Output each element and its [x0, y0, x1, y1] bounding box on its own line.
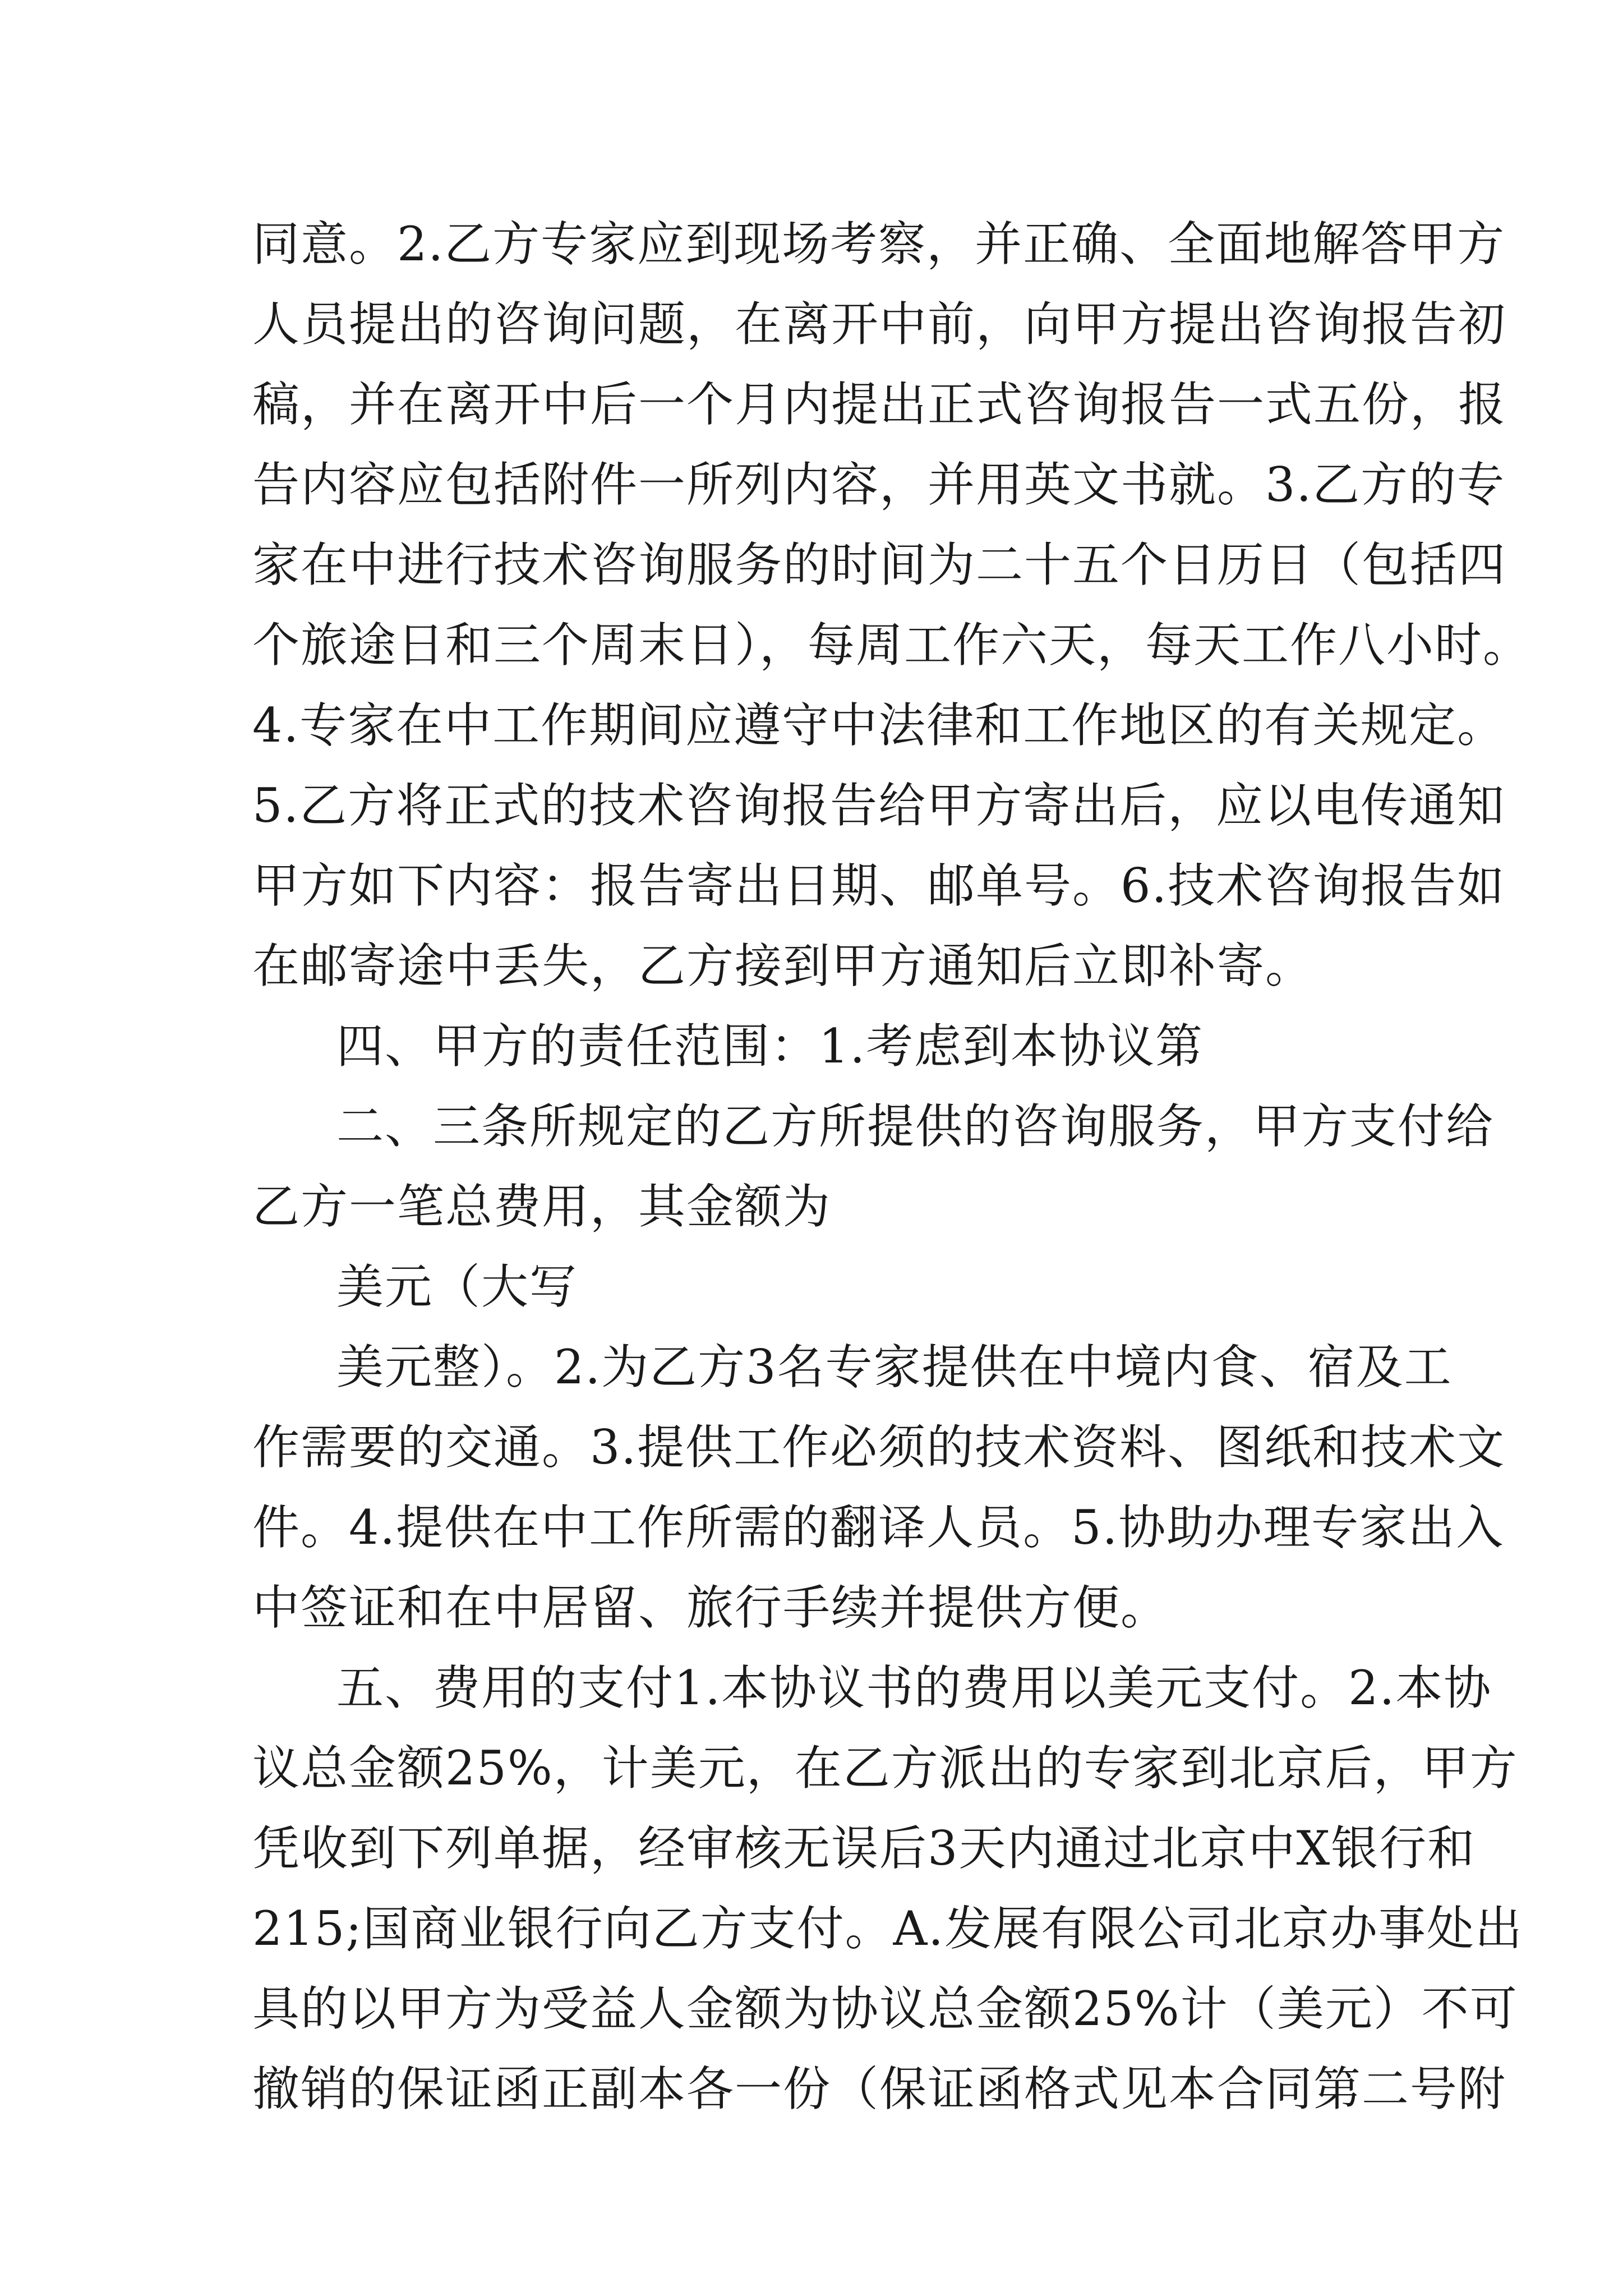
text-line: 告内容应包括附件一所列内容，并用英文书就。3.乙方的专 [252, 457, 1506, 512]
text-line: 具的以甲方为受益人金额为协议总金额25%计（美元）不可 [252, 1981, 1518, 2036]
text-line: 美元整）。2.为乙方3名专家提供在中境内食、宿及工 [336, 1340, 1453, 1395]
text-line: 人员提出的咨询问题，在离开中前，向甲方提出咨询报告初 [252, 297, 1507, 352]
text-line: 二、三条所规定的乙方所提供的咨询服务，甲方支付给 [336, 1099, 1495, 1154]
text-line: 美元（大写 [336, 1259, 578, 1314]
text-line: 在邮寄途中丢失，乙方接到甲方通知后立即补寄。 [252, 938, 1314, 993]
text-line: 作需要的交通。3.提供工作必须的技术资料、图纸和技术文 [252, 1420, 1506, 1475]
text-line: 乙方一笔总费用，其金额为 [252, 1179, 832, 1234]
section-heading-line: 五、费用的支付1.本协议书的费用以美元支付。2.本协 [336, 1660, 1492, 1715]
text-line: 议总金额25%，计美元，在乙方派出的专家到北京后，甲方 [252, 1741, 1518, 1796]
text-line: 同意。2.乙方专家应到现场考察，并正确、全面地解答甲方 [252, 217, 1506, 272]
text-line: 家在中进行技术咨询服务的时间为二十五个日历日（包括四 [252, 537, 1507, 592]
text-line: 215;国商业银行向乙方支付。A.发展有限公司北京办事处出 [252, 1901, 1523, 1956]
text-line: 5.乙方将正式的技术咨询报告给甲方寄出后，应以电传通知 [252, 778, 1506, 833]
text-line: 稿，并在离开中后一个月内提出正式咨询报告一式五份，报 [252, 377, 1507, 432]
text-line: 凭收到下列单据，经审核无误后3天内通过北京中X银行和 [252, 1821, 1476, 1876]
text-line: 中签证和在中居留、旅行手续并提供方便。 [252, 1580, 1169, 1635]
text-line: 撤销的保证函正副本各一份（保证函格式见本合同第二号附 [252, 2062, 1507, 2116]
text-line: 个旅途日和三个周末日），每周工作六天，每天工作八小时。 [252, 618, 1532, 673]
text-line: 甲方如下内容：报告寄出日期、邮单号。6.技术咨询报告如 [252, 858, 1506, 913]
text-line: 件。4.提供在中工作所需的翻译人员。5.协助办理专家出入 [252, 1500, 1505, 1555]
text-line: 4.专家在中工作期间应遵守中法律和工作地区的有关规定。 [252, 698, 1506, 753]
section-heading-line: 四、甲方的责任范围：1.考虑到本协议第 [336, 1019, 1204, 1074]
